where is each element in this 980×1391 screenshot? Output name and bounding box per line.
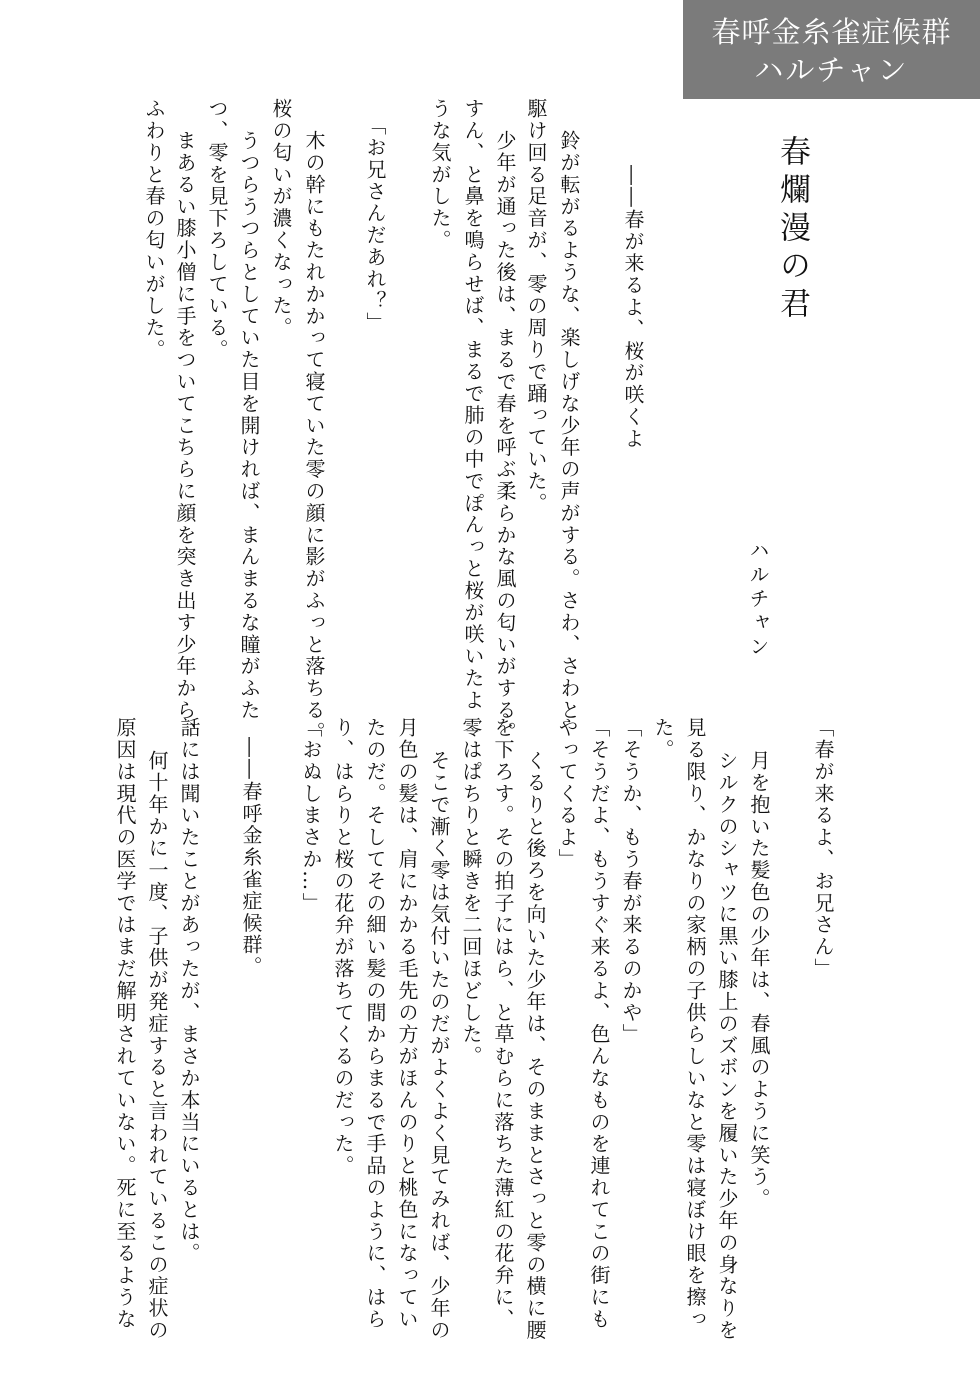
text-column: たのだ。そしてその細い髪の間からまるで手品のように、はら <box>363 717 387 1331</box>
text-column: 「春が来るよ、お兄さん」 <box>811 717 835 980</box>
text-column: すん、と鼻を鳴らせば、まるで肺の中でぽんっと桜が咲いたよ <box>461 98 485 712</box>
text-column: 「おぬしまさか…」 <box>299 717 323 915</box>
text-column: 零はぱちりと瞬きを二回ほどした。 <box>459 717 483 1068</box>
text-column: 鈴が転がるような、楽しげな少年の声がする。さわ、さわと <box>557 130 581 722</box>
text-column: やってくるよ」 <box>555 717 579 871</box>
text-column: 話には聞いたことがあったが、まさか本当にいるとは。 <box>177 717 201 1265</box>
text-column: 少年が通った後は、まるで春を呼ぶ柔らかな風の匂いがする。 <box>493 130 517 744</box>
text-column: 原因は現代の医学ではまだ解明されていない。死に至るような <box>113 717 137 1331</box>
story-title: 春爛漫の君 <box>774 135 810 325</box>
text-column: 月を抱いた髪色の少年は、春風のように笑う。 <box>747 750 771 1210</box>
series-author: ハルチャン <box>754 53 909 87</box>
text-column: 月色の髪は、肩にかかる毛先の方がほんのりと桃色になってい <box>395 717 419 1331</box>
text-column: つ、零を見下ろしている。 <box>205 98 229 361</box>
text-column: うつらうつらとしていた目を開ければ、まんまるな瞳がふた <box>237 130 261 722</box>
series-header <box>683 0 980 99</box>
story-author: ハルチャン <box>746 540 770 660</box>
text-column: 「そうだよ、もうすぐ来るよ、色んなものを連れてこの街にも <box>587 717 611 1331</box>
text-column: くるりと後ろを向いた少年は、そのままとさっと零の横に腰 <box>523 750 547 1342</box>
text-column: ――春呼金糸雀症候群。 <box>239 737 263 978</box>
text-column: 何十年かに一度、子供が発症すると言われているこの症状の <box>145 750 169 1342</box>
text-column: ――春が来るよ、桜が咲くよ <box>621 165 645 450</box>
text-column: た。 <box>651 717 675 761</box>
text-column: 「そうか、もう春が来るのかや」 <box>619 717 643 1046</box>
text-column: まあるい膝小僧に手をついてこちらに顔を突き出す少年から、 <box>173 130 197 744</box>
text-column: シルクのシャツに黒い膝上のズボンを履いた少年の身なりを <box>715 750 739 1342</box>
text-column: 「お兄さんだあれ？」 <box>363 115 387 334</box>
text-column: うな気がした。 <box>428 98 452 252</box>
text-column: 駆け回る足音が、零の周りで踊っていた。 <box>524 98 548 515</box>
text-column: を下ろす。その拍子にはら、と草むらに落ちた薄紅の花弁に、 <box>491 717 515 1331</box>
text-column: 桜の匂いが濃くなった。 <box>269 98 293 339</box>
text-column: そこで漸く零は気付いたのだがよくよく見てみれば、少年の <box>427 750 451 1342</box>
text-column: 木の幹にもたれかかって寝ていた零の顔に影がふっと落ちる。 <box>302 130 326 744</box>
text-column: ふわりと春の匂いがした。 <box>142 98 166 361</box>
text-column: 見る限り、かなりの家柄の子供らしいなと零は寝ぼけ眼を擦っ <box>683 717 707 1331</box>
series-title: 春呼金糸雀症候群 <box>711 15 952 49</box>
text-column: り、はらりと桜の花弁が落ちてくるのだった。 <box>331 717 355 1177</box>
